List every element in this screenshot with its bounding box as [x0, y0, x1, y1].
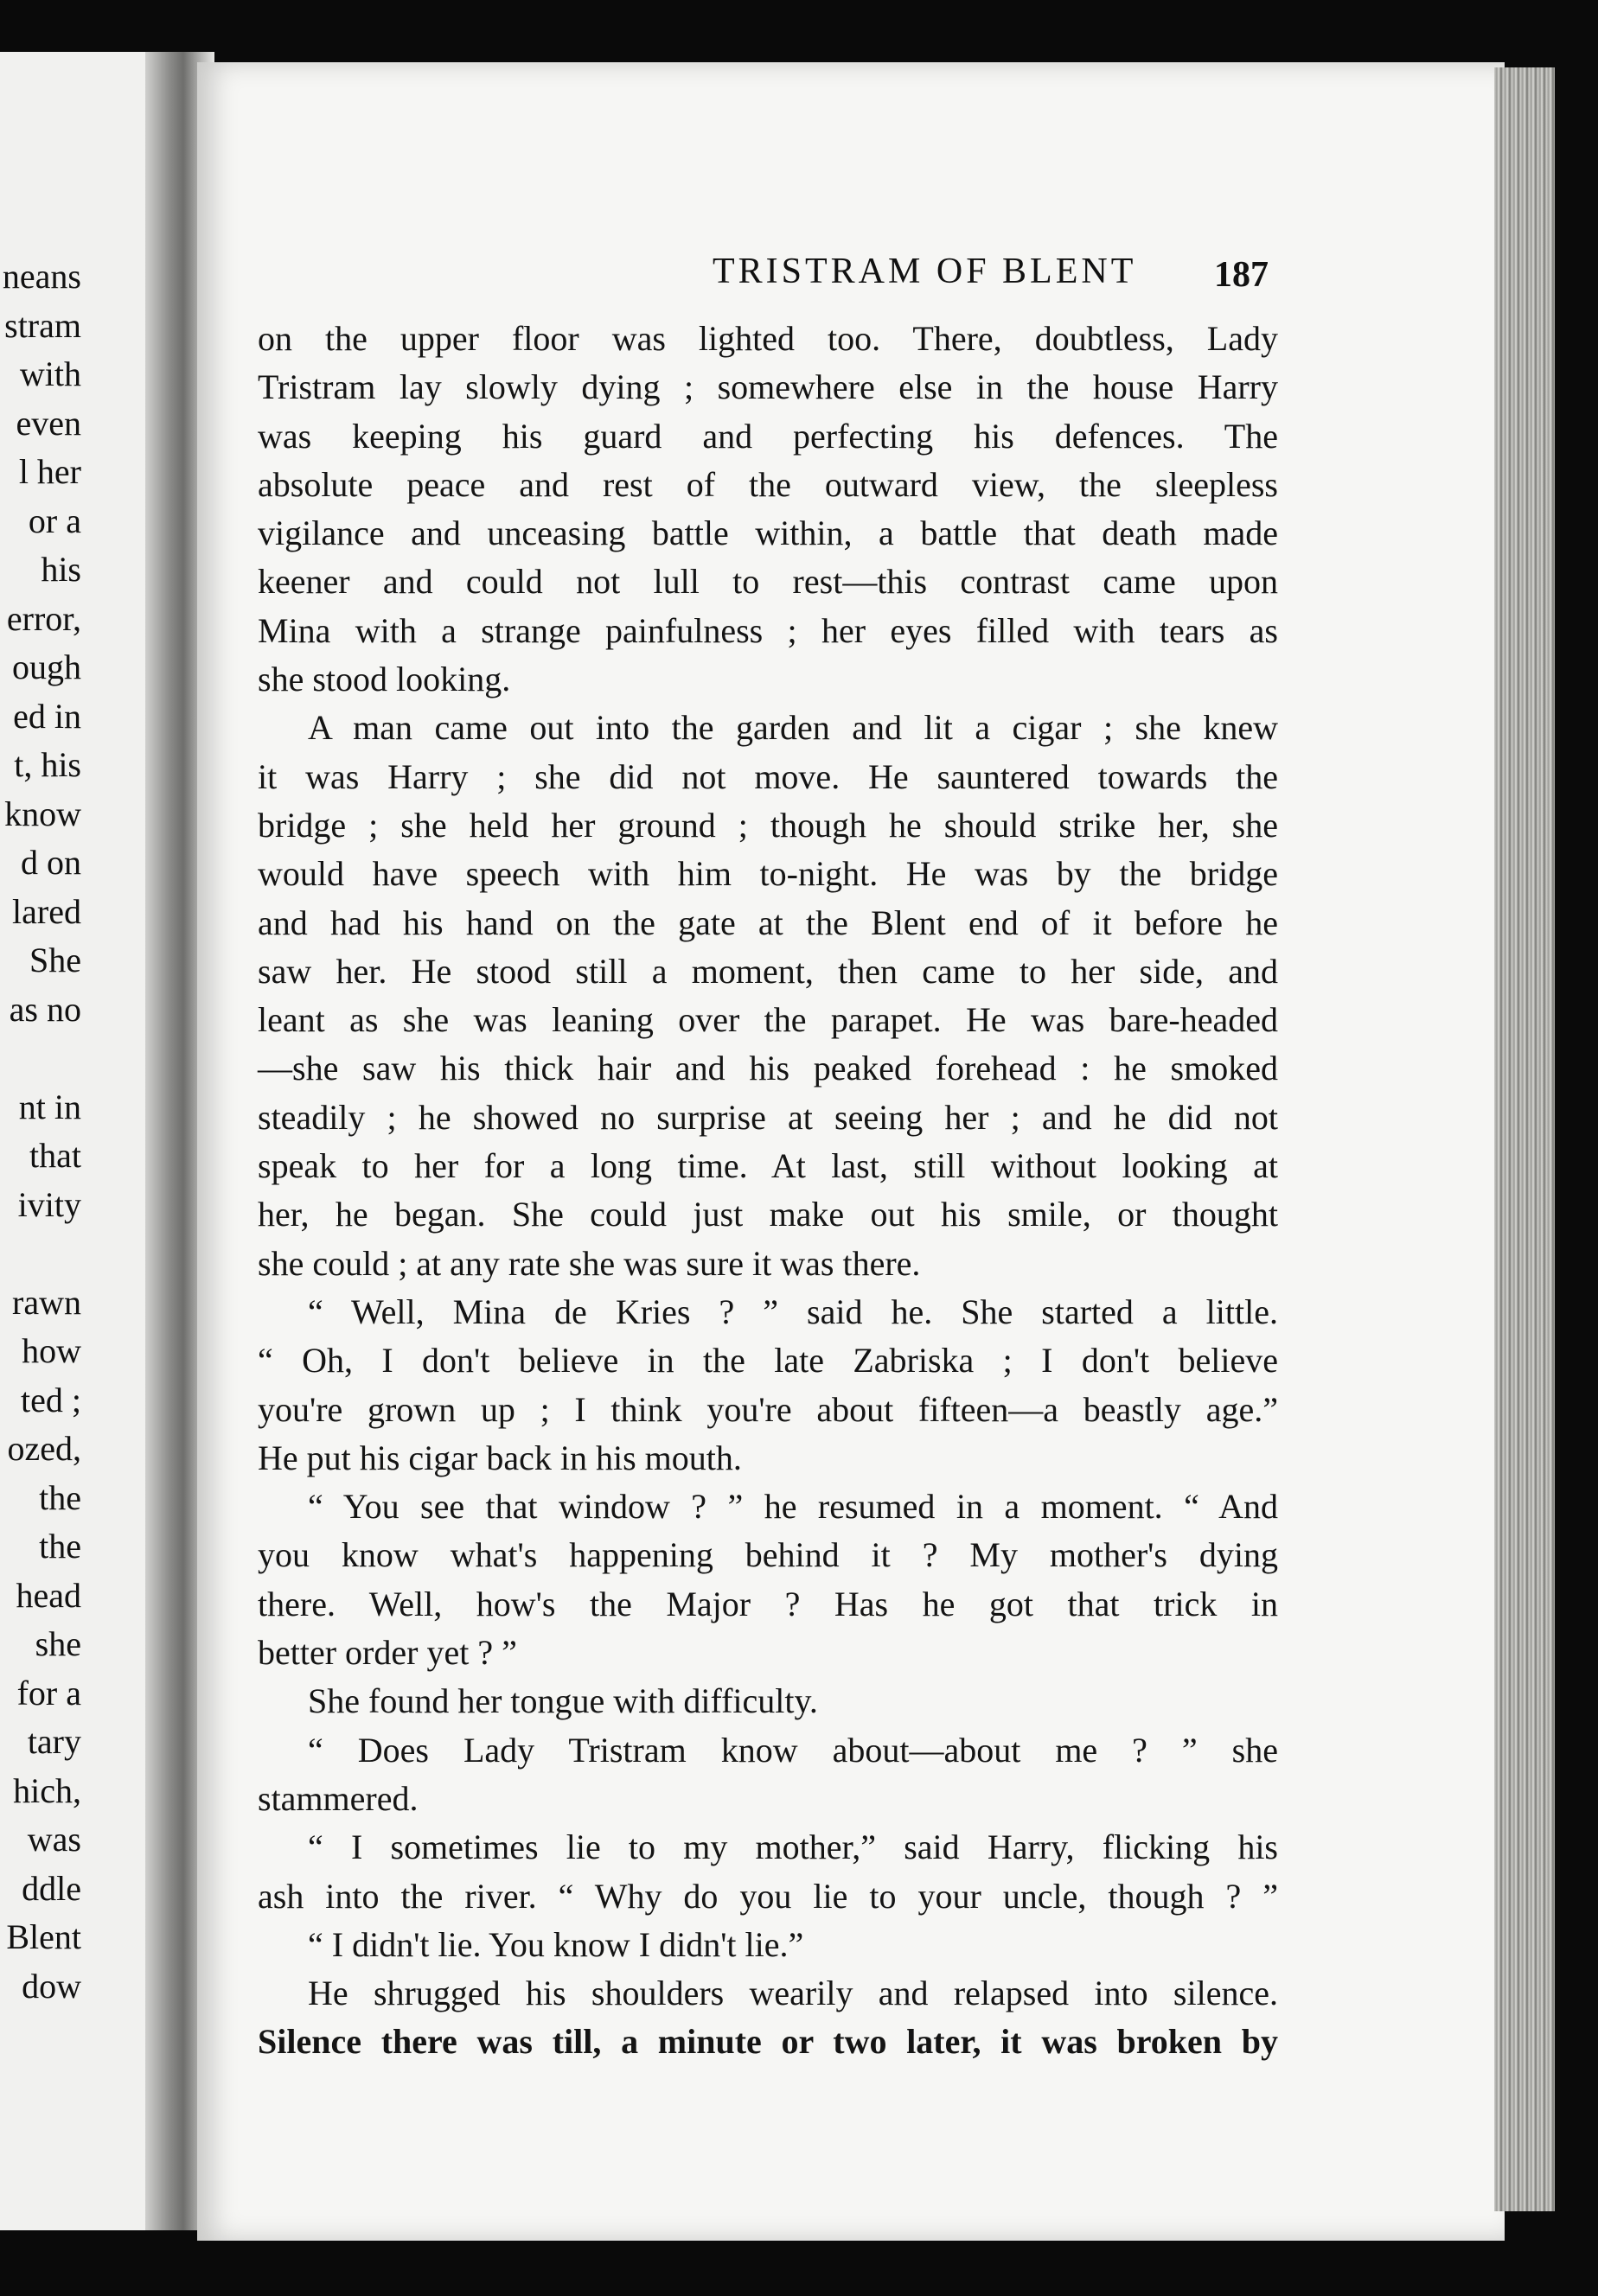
text-line: “ You see that window ? ” he resumed in a moment. “ And: [308, 1487, 1278, 1527]
text-line: steadily ; he showed no surprise at seeing her ; and he did not: [258, 1097, 1278, 1137]
previous-page-line: error,: [6, 598, 81, 638]
previous-page-line: ough: [12, 647, 81, 686]
text-line: she stood looking.: [258, 660, 511, 699]
previous-page-line: how: [22, 1331, 81, 1370]
previous-page-line: was: [27, 1820, 81, 1859]
text-line: “ Does Lady Tristram know about—about me ? ” she: [308, 1730, 1278, 1770]
previous-page-line: ivity: [17, 1184, 81, 1224]
text-line: there. Well, how's the Major ? Has he got that trick in: [258, 1584, 1278, 1623]
previous-page-line: stram: [4, 305, 81, 345]
text-line: on the upper floor was lighted too. There, doubtless, Lady: [258, 319, 1278, 358]
previous-page-line: Blent: [6, 1917, 81, 1956]
previous-page-line: hich,: [13, 1770, 81, 1810]
text-line: He shrugged his shoulders wearily and relapsed into silence.: [308, 1974, 1278, 2013]
text-line: speak to her for a long time. At last, still without looking at: [258, 1146, 1278, 1186]
page-header: [197, 244, 1505, 296]
previous-page-line: she: [35, 1624, 81, 1663]
text-line: bridge ; she held her ground ; though he should strike her, she: [258, 805, 1278, 845]
previous-page-line: She: [29, 941, 81, 979]
previous-page-line: his: [41, 550, 81, 589]
page-number: 187: [1214, 255, 1269, 295]
text-line: “ I didn't lie. You know I didn't lie.”: [308, 1924, 804, 1964]
text-line: “ I sometimes lie to my mother,” said Harry, flicking his: [308, 1827, 1278, 1867]
previous-page-line: ddle: [22, 1868, 81, 1908]
previous-page-line: ozed,: [7, 1429, 81, 1468]
previous-page-line: nt in: [18, 1087, 81, 1126]
body-text: [258, 315, 1278, 2067]
book-page: [197, 62, 1505, 2241]
text-line: you know what's happening behind it ? My mother's dying: [258, 1535, 1278, 1575]
previous-page-line: for a: [16, 1673, 81, 1712]
text-line: her, he began. She could just make out his smile, or thought: [258, 1195, 1278, 1234]
previous-page-line: or a: [28, 501, 81, 540]
running-head: TRISTRAM OF BLENT: [713, 252, 1137, 291]
previous-page-line: even: [16, 403, 81, 443]
text-line: “ Well, Mina de Kries ? ” said he. She started a little.: [308, 1292, 1278, 1331]
text-line: saw her. He stood still a moment, then came to her side, and: [258, 951, 1278, 991]
text-line: she could ; at any rate she was sure it was there.: [258, 1243, 921, 1283]
text-line: She found her tongue with difficulty.: [308, 1681, 818, 1721]
previous-page-line: the: [39, 1527, 81, 1566]
text-line: Silence there was till, a minute or two later, it was broken by: [258, 2022, 1278, 2062]
previous-page-line: l her: [18, 452, 81, 491]
previous-page-line: rawn: [12, 1282, 81, 1322]
text-line: would have speech with him to-night. He was by the bridge: [258, 854, 1278, 894]
text-line: Mina with a strange painfulness ; her eyes filled with tears as: [258, 610, 1278, 650]
text-line: stammered.: [258, 1778, 419, 1818]
text-line: ash into the river. “ Why do you lie to your uncle, though ? ”: [258, 1876, 1278, 1916]
previous-page-line: t, his: [14, 745, 81, 784]
text-line: keener and could not lull to rest—this contrast came upon: [258, 562, 1278, 602]
text-line: Tristram lay slowly dying ; somewhere else in the house Harry: [258, 367, 1278, 407]
book-page-edges: [1494, 67, 1555, 2211]
text-line: leant as she was leaning over the parapet. He was bare-headed: [258, 1000, 1278, 1040]
previous-page-line: the: [39, 1477, 81, 1517]
previous-page-line: ed in: [13, 696, 81, 736]
text-line: A man came out into the garden and lit a cigar ; she knew: [308, 708, 1278, 748]
text-line: was keeping his guard and perfecting his defences. The: [258, 416, 1278, 456]
text-line: He put his cigar back in his mouth.: [258, 1438, 742, 1477]
text-line: you're grown up ; I think you're about fifteen—a beastly age.”: [258, 1389, 1278, 1429]
previous-page-line: lared: [12, 891, 81, 931]
text-line: and had his hand on the gate at the Blent end of it before he: [258, 902, 1278, 942]
previous-page-line: neans: [2, 257, 81, 296]
text-line: “ Oh, I don't believe in the late Zabriska ; I don't believe: [258, 1341, 1278, 1381]
previous-page-line: d on: [21, 843, 81, 882]
previous-page-line: dow: [22, 1966, 81, 2006]
previous-page-line: tary: [27, 1722, 81, 1761]
previous-page-line: with: [19, 354, 81, 393]
text-line: absolute peace and rest of the outward view, the sleepless: [258, 464, 1278, 504]
text-line: it was Harry ; she did not move. He sauntered towards the: [258, 756, 1278, 796]
text-line: —she saw his thick hair and his peaked forehead : he smoked: [258, 1049, 1278, 1088]
text-line: vigilance and unceasing battle within, a battle that death made: [258, 513, 1278, 553]
previous-page-line: head: [16, 1575, 81, 1615]
previous-page-line: know: [4, 794, 81, 833]
text-line: better order yet ? ”: [258, 1633, 517, 1673]
previous-page-line: ted ;: [21, 1380, 81, 1419]
previous-page-line: that: [29, 1136, 81, 1175]
previous-page-line: as no: [9, 989, 81, 1029]
